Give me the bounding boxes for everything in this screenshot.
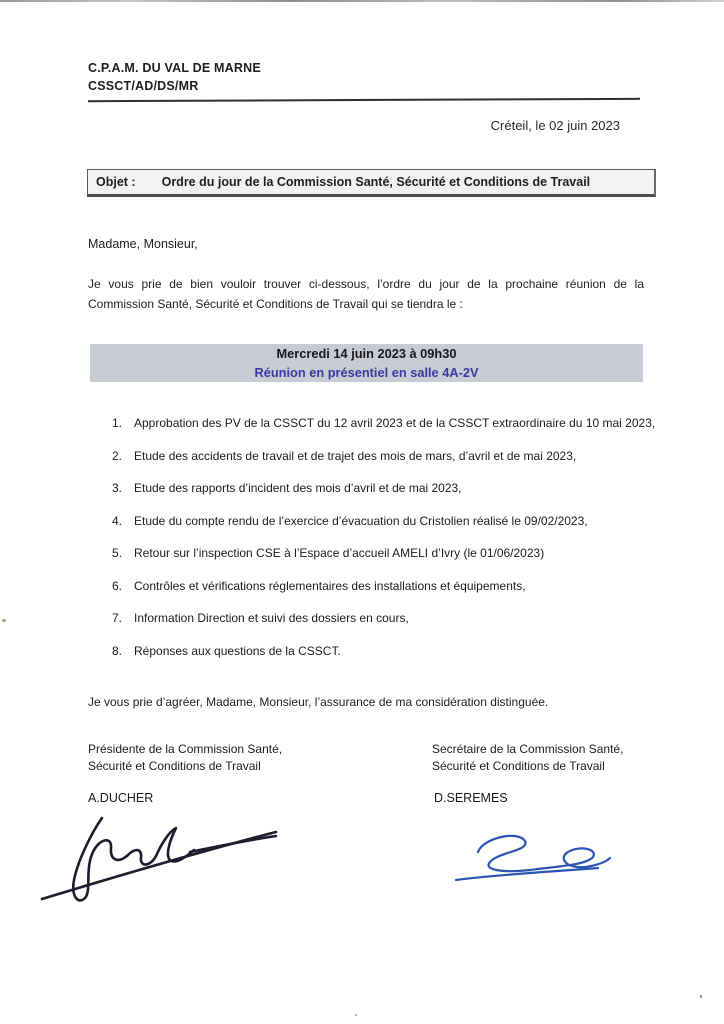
agenda-item-number: 5. [112,546,123,560]
agenda-item [112,580,712,594]
intro-paragraph [88,274,644,314]
agenda-item-number: 6. [112,578,123,593]
agenda-item-text: Etude des rapports d’incident des mois d’avril et de mai 2023, [134,481,462,495]
intro-line2: Commission Santé, Sécurité et Conditions de Travail qui se tiendra le : [88,297,463,311]
president-handwritten-signature [38,806,280,910]
agenda-item-number: 3. [112,481,123,495]
scan-speck [700,995,702,998]
agenda-item-text: Réponses aux questions de la CSSCT. [134,643,341,658]
president-title-line2: Sécurité et Conditions de Travail [88,759,261,773]
date-line: Créteil, le 02 juin 2023 [490,118,620,133]
header-divider [88,98,640,102]
agenda-item-number: 4. [112,513,123,528]
agenda-item [112,515,712,529]
scan-speck [355,1014,357,1016]
sender-org-name: C.P.A.M. DU VAL DE MARNE [88,61,261,75]
agenda-item [112,482,712,496]
agenda-item-number: 2. [112,448,123,463]
agenda-item [112,450,712,464]
agenda-item [112,645,712,659]
salutation: Madame, Monsieur, [88,237,198,251]
agenda-item-text: Etude du compte rendu de l’exercice d’évacuation du Cristolien réalisé le 09/02/2023, [134,513,588,528]
agenda-item [112,612,712,626]
agenda-item-number: 7. [112,611,123,625]
meeting-datetime: Mercredi 14 juin 2023 à 09h30 [276,346,457,361]
intro-line1: Je vous prie de bien vouloir trouver ci-dessous, l’ordre du jour de la prochaine réunion de la [88,277,644,291]
agenda-item-number: 8. [112,643,123,658]
meeting-banner [90,344,643,382]
secretary-title-line2: Sécurité et Conditions de Travail [432,759,605,773]
secretary-title-line1: Secrétaire de la Commission Santé, [432,742,624,756]
meeting-location: Réunion en présentiel en salle 4A-2V [254,365,479,380]
president-name: A.DUCHER [88,791,154,805]
subject-text: Ordre du jour de la Commission Santé, Sécurité et Conditions de Travail [161,175,591,189]
sender-block [88,59,261,95]
agenda-list [112,417,712,677]
subject-box [87,169,656,197]
president-title-line1: Présidente de la Commission Santé, [88,742,283,756]
secretary-name: D.SEREMES [434,791,508,805]
agenda-item-text: Retour sur l’inspection CSE à l’Espace d’accueil AMELI d’Ivry (le 01/06/2023) [134,546,545,560]
agenda-item-number: 1. [112,416,123,430]
agenda-item [112,547,712,561]
agenda-item-text: Approbation des PV de la CSSCT du 12 avril 2023 et de la CSSCT extraordinaire du 10 mai 2023, [134,416,656,430]
agenda-item-text: Contrôles et vérifications réglementaires des installations et équipements, [134,578,526,593]
secretary-title [432,741,623,775]
sender-reference: CSSCT/AD/DS/MR [88,79,199,93]
agenda-item [112,417,712,431]
closing-paragraph: Je vous prie d’agréer, Madame, Monsieur, l’assurance de ma considération distinguée. [88,695,549,709]
scan-edge-artifact [0,0,724,2]
secretary-handwritten-signature [448,824,620,896]
president-title [88,741,282,775]
agenda-item-text: Information Direction et suivi des dossiers en cours, [134,611,409,625]
agenda-item-text: Etude des accidents de travail et de trajet des mois de mars, d’avril et de mai 2023, [134,448,577,463]
subject-label: Objet : [96,175,136,189]
scan-speck [2,619,6,622]
